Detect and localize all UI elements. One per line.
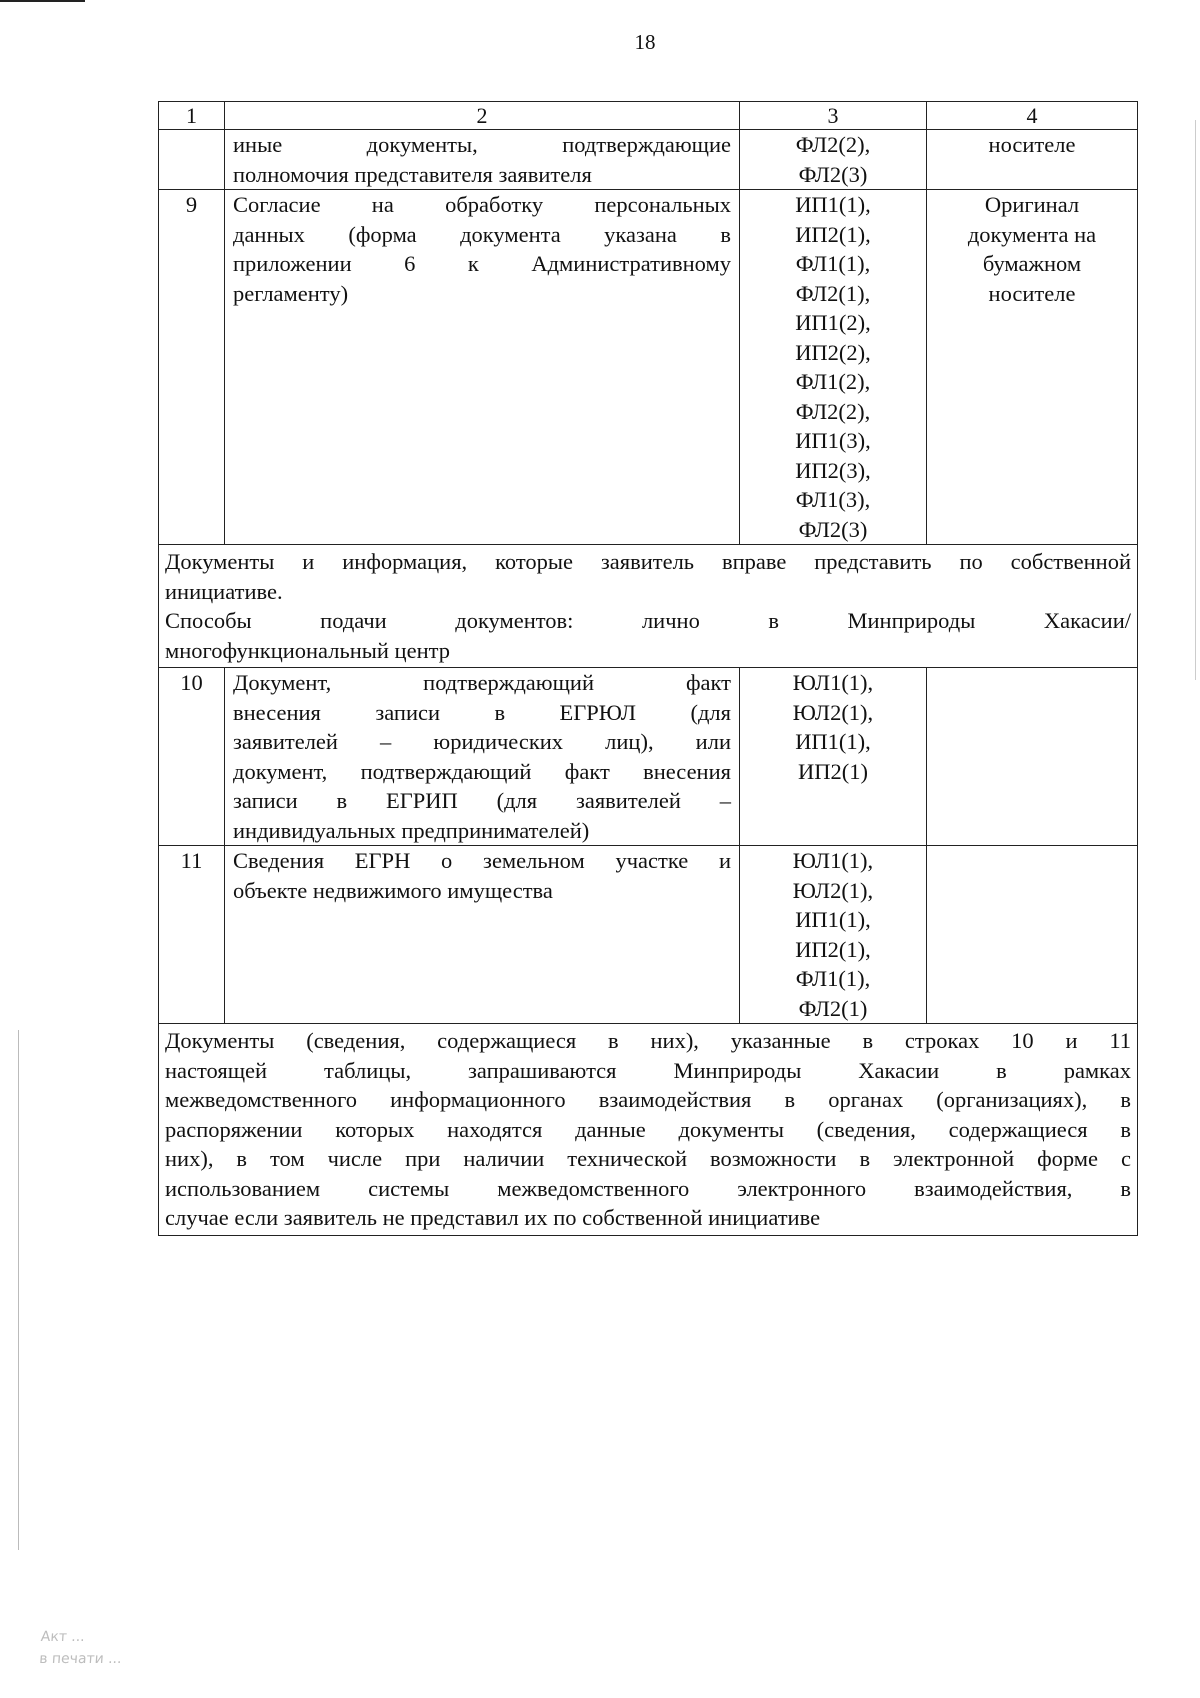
- faded-stamp-text: [38, 1626, 123, 1670]
- note-line: них), в том числе при наличии технической возможности в электронной форме с: [165, 1146, 1131, 1171]
- applicant-code: ИП1(2),: [795, 310, 871, 335]
- note-line: Документы и информация, которые заявитель вправе представить по собственной: [165, 549, 1131, 574]
- applicant-code: ФЛ2(1),: [795, 280, 871, 306]
- section-note-row: [159, 545, 1138, 668]
- scan-edge-mark: [0, 0, 85, 2]
- note-line: случае если заявитель не представил их по собственной инициативе: [165, 1205, 821, 1230]
- applicant-code: ИП1(1),: [795, 907, 871, 932]
- applicant-code: ФЛ2(2),: [795, 398, 871, 424]
- note-line: многофункциональный центр: [165, 637, 450, 663]
- applicant-code: ИП2(1),: [795, 221, 871, 247]
- text-line: внесения записи в ЕГРЮЛ (для: [233, 699, 731, 725]
- footer-note: [159, 1024, 1138, 1236]
- form-line: носителе: [988, 280, 1076, 306]
- applicant-code: ИП2(1),: [795, 936, 871, 962]
- table-header-row: [159, 102, 1138, 130]
- form-line: документа на: [967, 221, 1097, 247]
- column-number-3: 3: [740, 102, 927, 130]
- applicant-code: ФЛ2(3): [798, 161, 868, 187]
- text-line: полномочия представителя заявителя: [233, 161, 592, 187]
- row-number: 10: [159, 668, 225, 846]
- form-line: бумажном: [982, 251, 1082, 276]
- applicant-code: ИП2(2),: [795, 339, 871, 365]
- applicant-code: ФЛ1(2),: [795, 369, 871, 394]
- applicant-code: ФЛ1(1),: [795, 251, 871, 276]
- document-form: [927, 846, 1138, 1024]
- applicant-code: ФЛ2(3): [798, 516, 868, 542]
- applicant-code: ФЛ1(1),: [795, 966, 871, 991]
- table-row: [159, 130, 1138, 190]
- section-note: [159, 545, 1138, 668]
- text-line: Согласие на обработку персональных: [233, 192, 731, 217]
- applicant-code: ИП1(1),: [795, 192, 871, 217]
- text-line: данных (форма документа указана в: [233, 221, 731, 247]
- document-form: носителе: [927, 130, 1138, 190]
- applicant-code: ЮЛ2(1),: [792, 877, 874, 903]
- text-line: иные документы, подтверждающие: [233, 132, 731, 157]
- note-line: инициативе.: [165, 578, 283, 604]
- note-line: Документы (сведения, содержащиеся в них), указанные в строках 10 и 11: [165, 1028, 1131, 1053]
- text-line: записи в ЕГРИП (для заявителей –: [233, 788, 731, 813]
- applicant-code: ЮЛ1(1),: [792, 848, 874, 873]
- applicant-code: ИП1(1),: [795, 729, 871, 754]
- applicant-code: ИП1(3),: [795, 428, 871, 453]
- note-line: распоряжении которых находятся данные документы (сведения, содержащиеся в: [165, 1116, 1131, 1142]
- note-line: Способы подачи документов: лично в Минприроды Хакасии/: [165, 608, 1131, 633]
- table-row: [159, 668, 1138, 846]
- text-line: Документ, подтверждающий факт: [233, 670, 731, 695]
- column-number-4: 4: [927, 102, 1138, 130]
- column-number-1: 1: [159, 102, 225, 130]
- table-row: [159, 846, 1138, 1024]
- document-description: [225, 130, 740, 190]
- applicant-code: ФЛ2(1): [798, 995, 868, 1021]
- applicant-codes: [740, 846, 927, 1024]
- row-number: [159, 130, 225, 190]
- text-line: Сведения ЕГРН о земельном участке и: [233, 848, 731, 873]
- applicant-codes: [740, 668, 927, 846]
- row-number: 9: [159, 190, 225, 545]
- text-line: индивидуальных предпринимателей): [233, 817, 590, 843]
- document-description: [225, 668, 740, 846]
- table-row: [159, 190, 1138, 545]
- text-line: приложении 6 к Административному: [233, 251, 731, 276]
- row-number: 11: [159, 846, 225, 1024]
- footer-note-row: [159, 1024, 1138, 1236]
- applicant-code: ИП2(1): [798, 758, 868, 784]
- text-line: объекте недвижимого имущества: [233, 877, 553, 903]
- text-line: регламенту): [233, 280, 349, 306]
- stamp-line: Акт ...: [40, 1629, 86, 1645]
- stamp-line: в печати ...: [38, 1651, 123, 1667]
- applicant-code: ФЛ1(3),: [795, 487, 871, 512]
- document-form: [927, 190, 1138, 545]
- form-line: Оригинал: [984, 192, 1080, 217]
- document-description: [225, 846, 740, 1024]
- note-line: настоящей таблицы, запрашиваются Минприроды Хакасии в рамках: [165, 1057, 1131, 1083]
- scan-edge-line-left: [18, 1030, 19, 1550]
- document-form: [927, 668, 1138, 846]
- document-description: [225, 190, 740, 545]
- applicant-code: ФЛ2(2),: [795, 132, 871, 157]
- applicant-codes: [740, 190, 927, 545]
- page-number: 18: [634, 30, 656, 54]
- scan-edge-line-right: [1195, 120, 1196, 680]
- applicant-code: ЮЛ2(1),: [792, 699, 874, 725]
- applicant-code: ЮЛ1(1),: [792, 670, 874, 695]
- text-line: заявителей – юридических лиц), или: [233, 729, 731, 754]
- column-number-2: 2: [225, 102, 740, 130]
- applicant-code: ИП2(3),: [795, 457, 871, 483]
- documents-table: [158, 101, 1138, 1236]
- applicant-codes: [740, 130, 927, 190]
- text-line: документ, подтверждающий факт внесения: [233, 758, 731, 784]
- note-line: использованием системы межведомственного электронного взаимодействия, в: [165, 1175, 1131, 1201]
- note-line: межведомственного информационного взаимодействия в органах (организациях), в: [165, 1087, 1131, 1112]
